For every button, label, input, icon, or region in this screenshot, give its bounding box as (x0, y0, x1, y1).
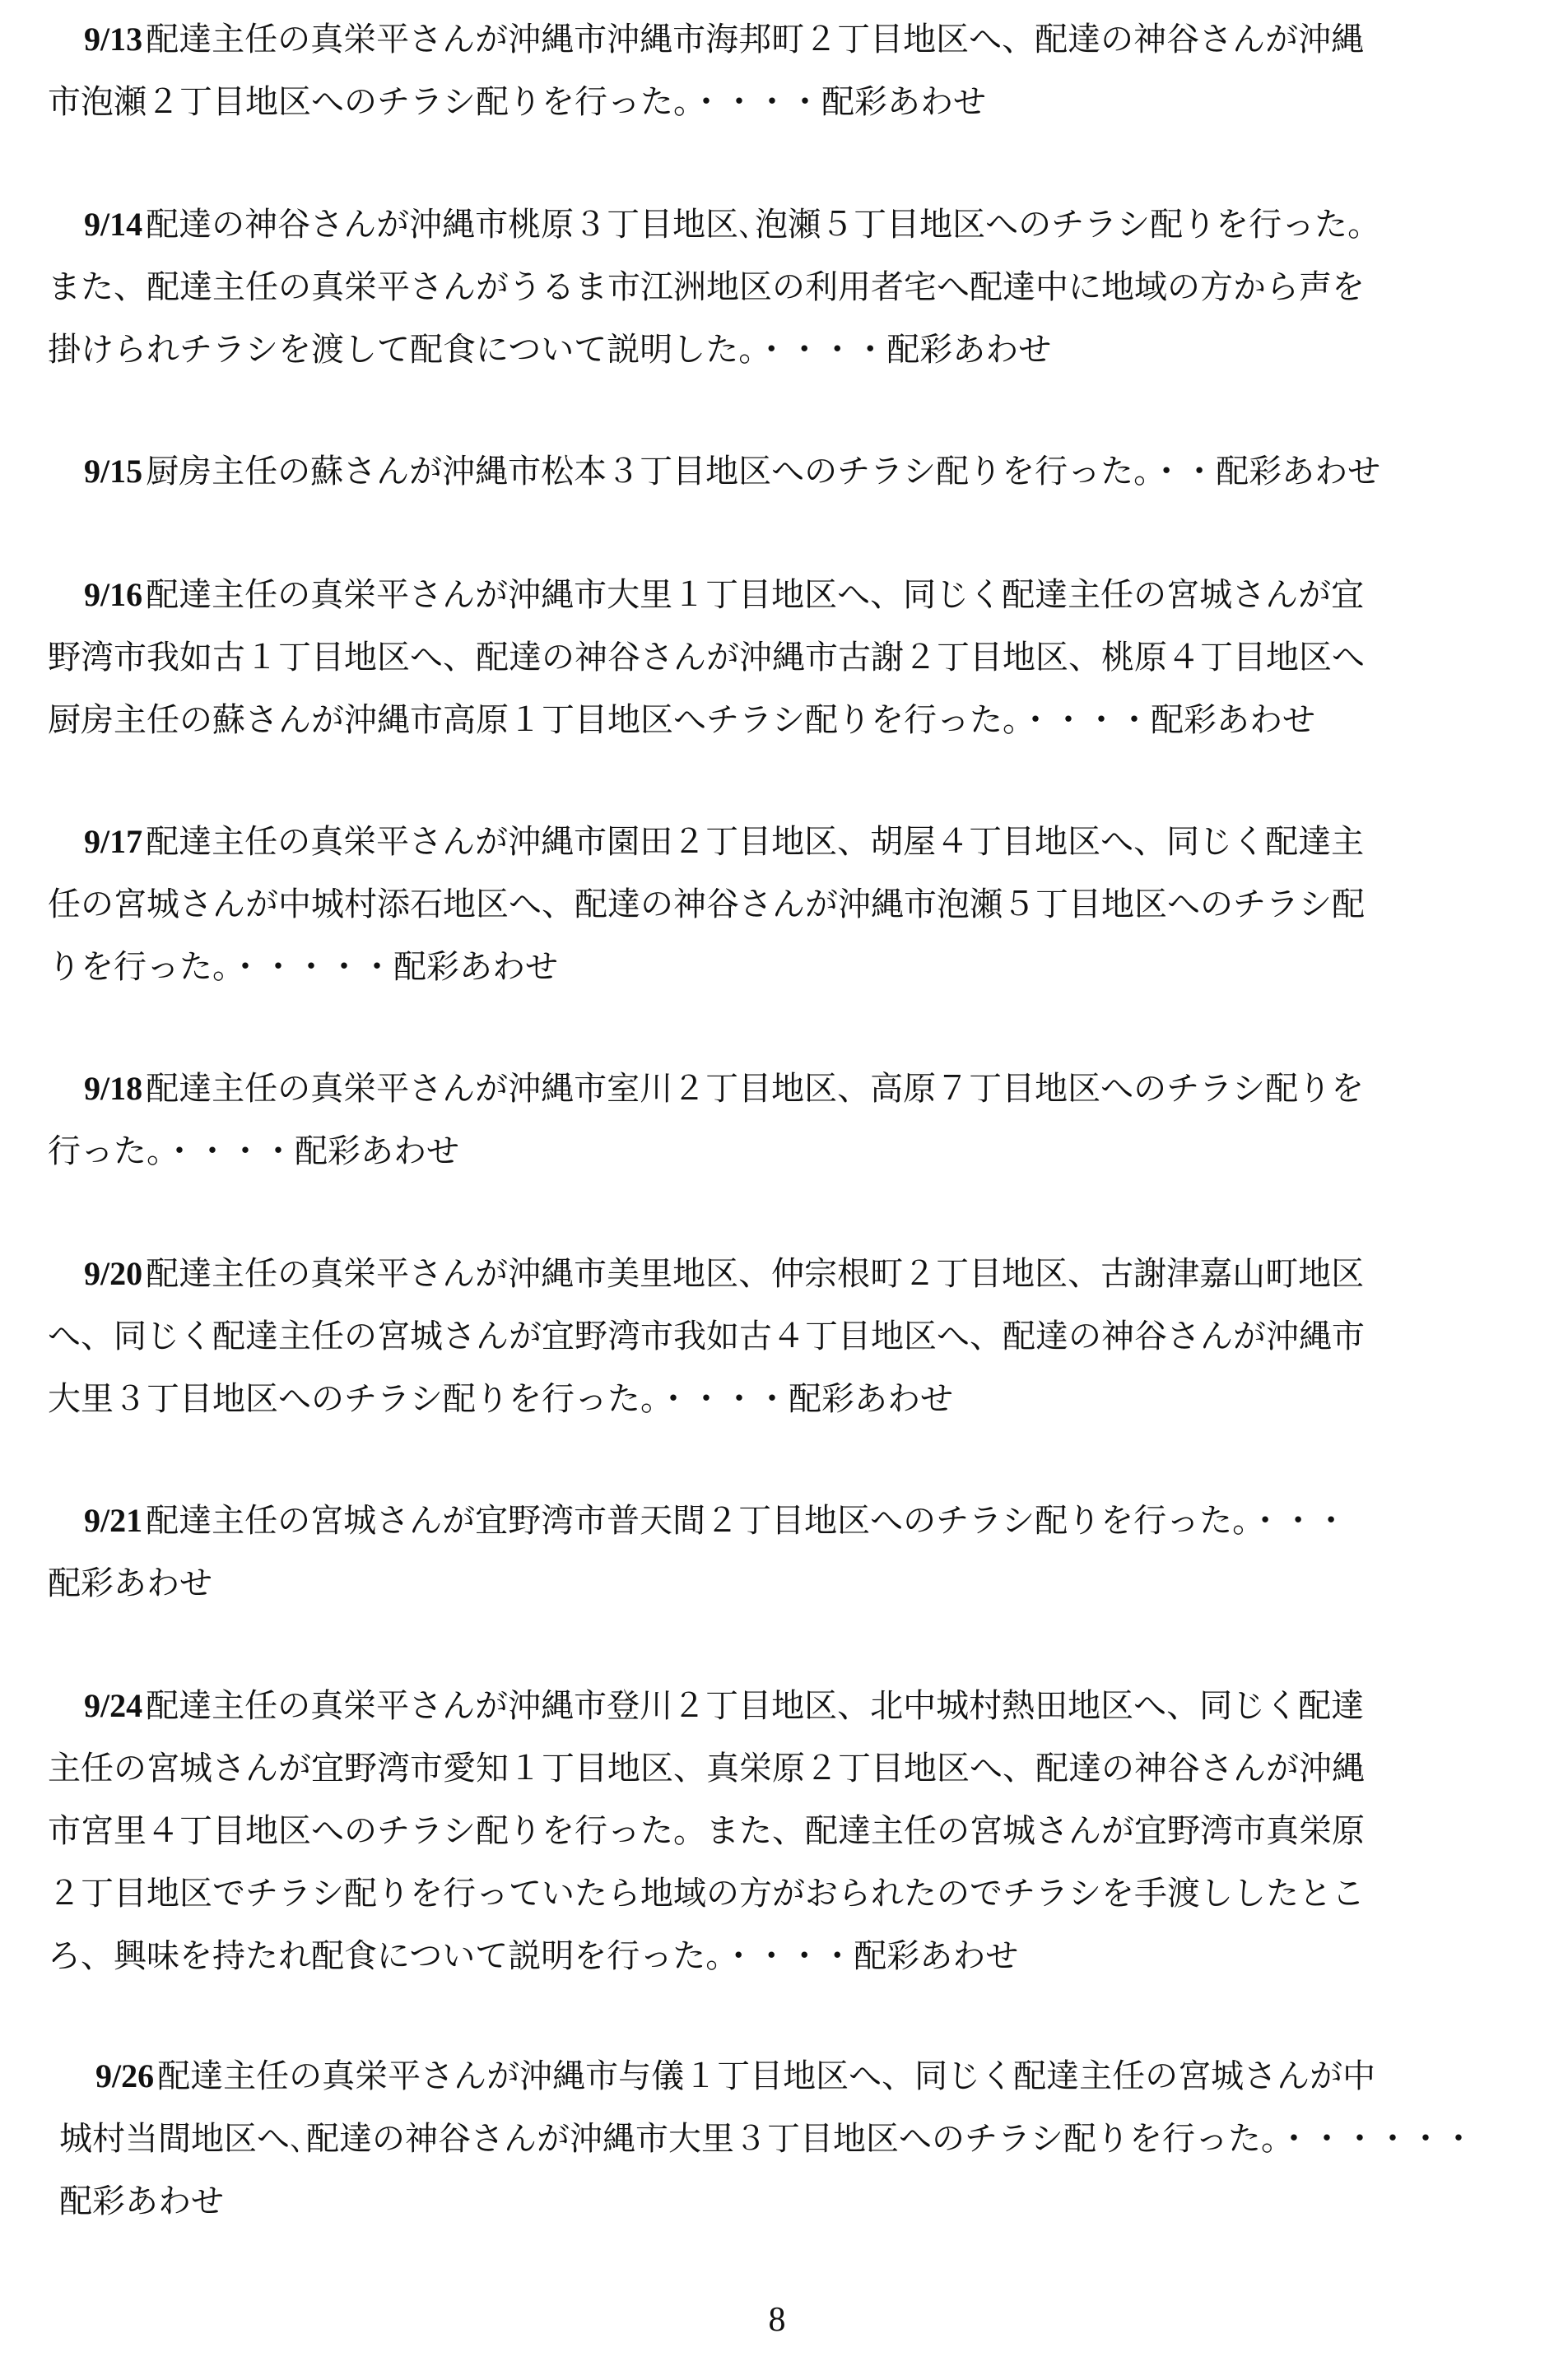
log-entry-0913 (48, 8, 1519, 133)
entry-text: また、配達主任の真栄平さんがうるま市江洲地区の利用者宅へ配達中に地域の方から声を (48, 268, 1365, 306)
entry-date: 9/26 (95, 2057, 155, 2094)
entry-text: 配彩あわせ (59, 2182, 224, 2220)
log-entry-0921 (48, 1490, 1519, 1615)
entry-text: 配彩あわせ (48, 1564, 212, 1602)
entry-text: へ、同じく配達主任の宮城さんが宜野湾市我如古４丁目地区へ、配達の神谷さんが沖縄市 (48, 1318, 1365, 1355)
entry-text: 野湾市我如古１丁目地区へ、配達の神谷さんが沖縄市古謝２丁目地区、桃原４丁目地区へ (48, 639, 1365, 676)
log-entry-0915 (48, 440, 1519, 503)
entry-text: 厨房主任の蘇さんが沖縄市高原１丁目地区へチラシ配りを行った。・・・・配彩あわせ (48, 701, 1315, 739)
log-entry-0924 (48, 1675, 1519, 1987)
entry-text: りを行った。・・・・・配彩あわせ (48, 948, 558, 986)
log-entry-0920 (48, 1243, 1519, 1430)
entry-date: 9/14 (84, 206, 143, 243)
entry-text: 厨房主任の蘇さんが沖縄市松本３丁目地区へのチラシ配りを行った。・・配彩あわせ (146, 453, 1381, 490)
entry-date: 9/21 (84, 1502, 143, 1539)
entry-text: ２丁目地区でチラシ配りを行っていたら地域の方がおられたのでチラシを手渡ししたとこ (48, 1875, 1365, 1913)
entry-text: 城村当間地区へ､配達の神谷さんが沖縄市大里３丁目地区へのチラシ配りを行った。・・・・・・ (59, 2120, 1475, 2158)
log-entry-0926 (59, 2045, 1531, 2233)
entry-date: 9/13 (84, 21, 143, 58)
entry-date: 9/20 (84, 1255, 143, 1292)
entry-text: 市泡瀬２丁目地区へのチラシ配りを行った。・・・・配彩あわせ (48, 83, 986, 121)
entry-text: 掛けられチラシを渡して配食について説明した。・・・・配彩あわせ (48, 331, 1052, 369)
entry-text: 行った。・・・・配彩あわせ (48, 1132, 459, 1170)
log-entry-0917 (48, 811, 1519, 998)
entry-text: 配達の神谷さんが沖縄市桃原３丁目地区､泡瀬５丁目地区へのチラシ配りを行った。 (146, 206, 1381, 244)
entry-text: 配達主任の真栄平さんが沖縄市美里地区、仲宗根町２丁目地区、古謝津嘉山町地区 (146, 1255, 1365, 1293)
entry-text: 配達主任の真栄平さんが沖縄市園田２丁目地区、胡屋４丁目地区へ、同じく配達主 (146, 823, 1365, 861)
entry-text: 配達主任の真栄平さんが沖縄市与儀１丁目地区へ、同じく配達主任の宮城さんが中 (157, 2057, 1376, 2095)
page-number: 8 (768, 2301, 786, 2339)
entry-text: 配達主任の真栄平さんが沖縄市登川２丁目地区、北中城村熱田地区へ、同じく配達 (146, 1687, 1365, 1725)
entry-text: 配達主任の真栄平さんが沖縄市沖縄市海邦町２丁目地区へ、配達の神谷さんが沖縄 (146, 21, 1365, 58)
log-entry-0916 (48, 564, 1519, 751)
entry-text: 大里３丁目地区へのチラシ配りを行った。・・・・配彩あわせ (48, 1380, 953, 1418)
log-entry-0918 (48, 1058, 1519, 1183)
entry-text: ろ、興味を持たれ配食について説明を行った。・・・・配彩あわせ (48, 1937, 1019, 1975)
entry-date: 9/17 (84, 823, 143, 860)
entry-text: 配達主任の真栄平さんが沖縄市大里１丁目地区へ、同じく配達主任の宮城さんが宜 (146, 576, 1365, 614)
entry-text: 配達主任の真栄平さんが沖縄市室川２丁目地区、高原７丁目地区へのチラシ配りを (146, 1070, 1365, 1108)
entry-date: 9/18 (84, 1070, 143, 1107)
entry-text: 市宮里４丁目地区へのチラシ配りを行った。また、配達主任の宮城さんが宜野湾市真栄原 (48, 1812, 1365, 1850)
entry-date: 9/15 (84, 453, 143, 490)
entry-date: 9/16 (84, 576, 143, 613)
log-entry-0914 (48, 193, 1519, 381)
entry-text: 主任の宮城さんが宜野湾市愛知１丁目地区、真栄原２丁目地区へ、配達の神谷さんが沖縄 (48, 1750, 1365, 1787)
entry-text: 任の宮城さんが中城村添石地区へ、配達の神谷さんが沖縄市泡瀬５丁目地区へのチラシ配 (48, 886, 1365, 923)
entry-text: 配達主任の宮城さんが宜野湾市普天間２丁目地区へのチラシ配りを行った。・・・ (146, 1502, 1348, 1540)
entry-date: 9/24 (84, 1687, 143, 1724)
